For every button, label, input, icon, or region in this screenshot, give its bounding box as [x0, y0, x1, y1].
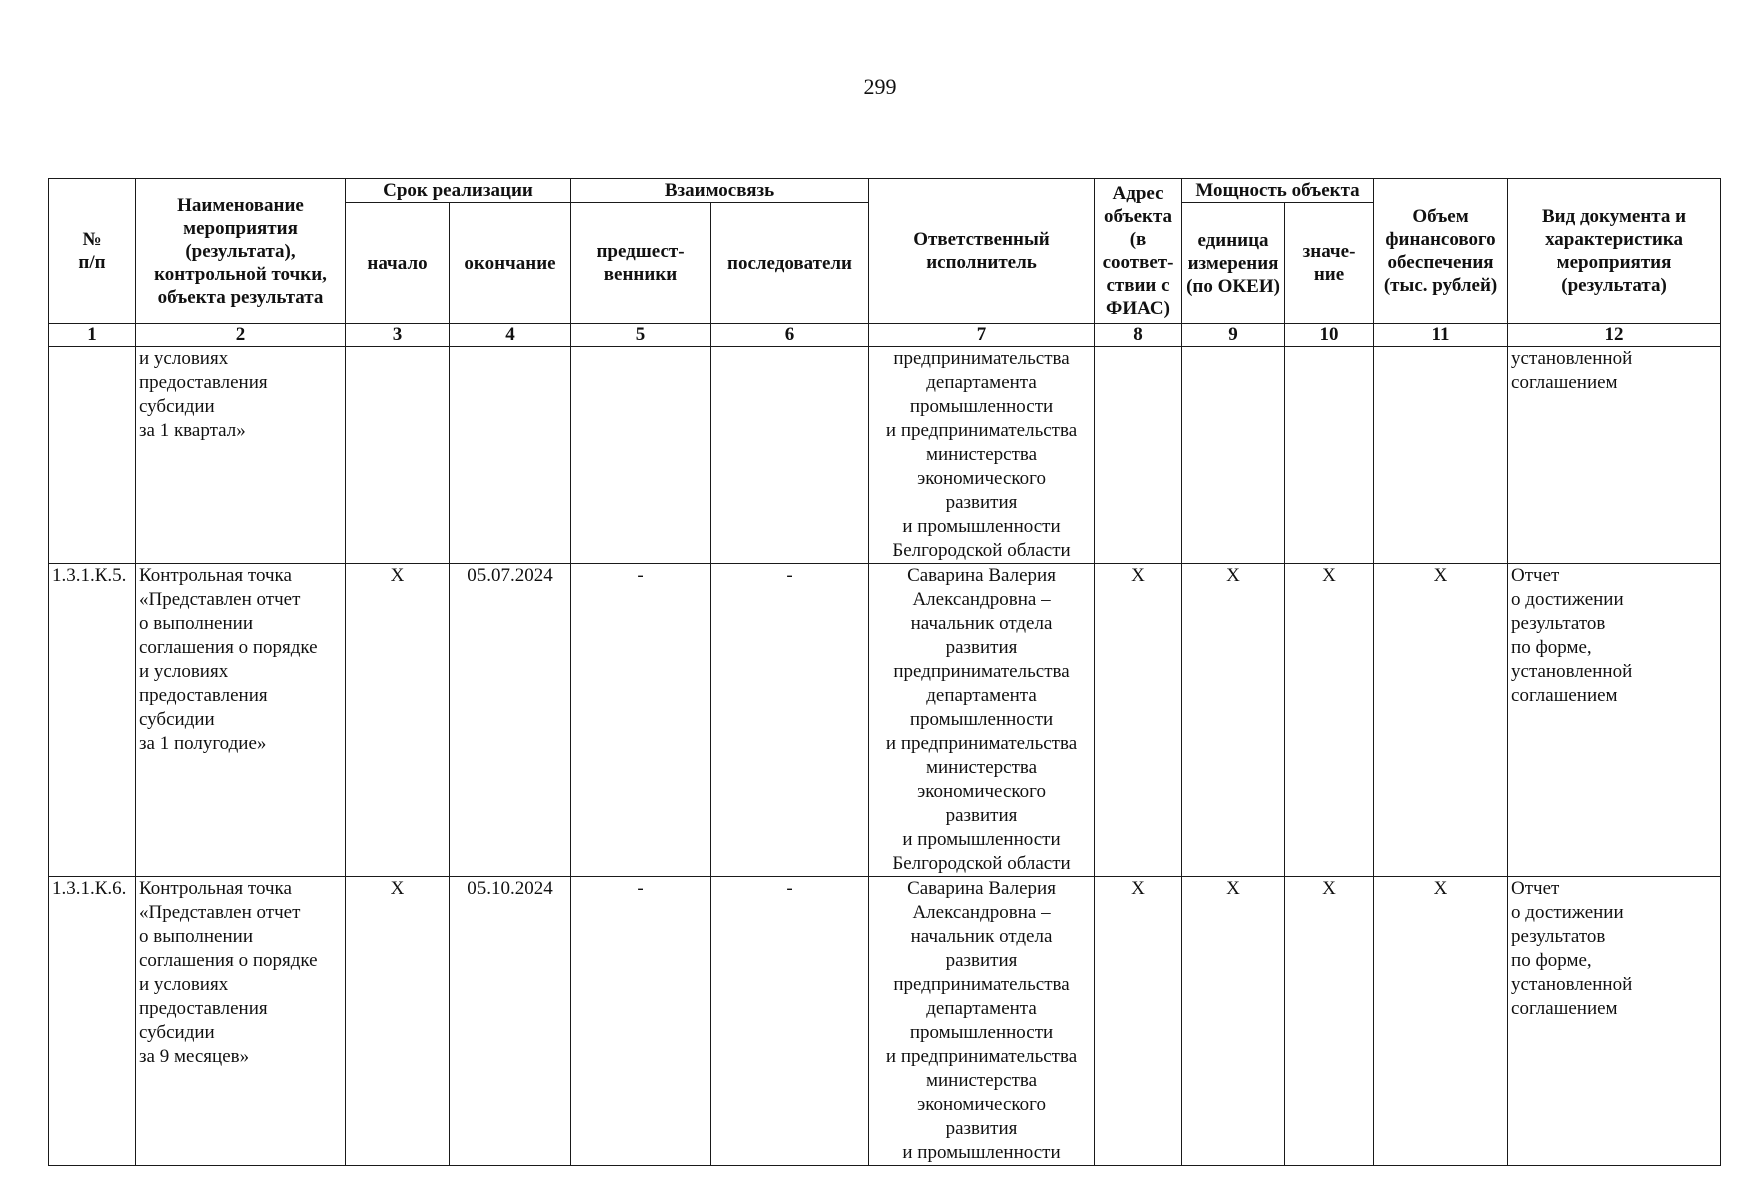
table-header	[49, 179, 1721, 347]
cell-unit: X	[1182, 564, 1285, 877]
header-start: начало	[346, 203, 450, 324]
column-number: 1	[49, 324, 136, 347]
column-number: 2	[136, 324, 346, 347]
cell-funding	[1374, 347, 1508, 564]
table-row	[49, 564, 1721, 877]
cell-doc-type: Отчет о достижении результатов по форме, установленной соглашением	[1508, 877, 1721, 1166]
column-number-row	[49, 324, 1721, 347]
column-number: 5	[571, 324, 711, 347]
header-successors: последователи	[711, 203, 869, 324]
cell-start: X	[346, 877, 450, 1166]
header-name: Наименование мероприятия (результата), контрольной точки, объекта результата	[136, 179, 346, 324]
header-period: Срок реализации	[346, 179, 571, 203]
page-number: 299	[863, 74, 897, 99]
cell-end: 05.07.2024	[450, 564, 571, 877]
cell-responsible: предпринимательства департамента промышленности и предпринимательства министерства экономического развития и промышленности Белгородской области	[869, 347, 1095, 564]
header-predecessors: предшест- венники	[571, 203, 711, 324]
cell-value	[1285, 347, 1374, 564]
column-number: 12	[1508, 324, 1721, 347]
cell-no: 1.3.1.К.6.	[49, 877, 136, 1166]
cell-successors: -	[711, 877, 869, 1166]
table-row	[49, 347, 1721, 564]
header-doc-type: Вид документа и характеристика мероприятия (результата)	[1508, 179, 1721, 324]
cell-no	[49, 347, 136, 564]
cell-address	[1095, 347, 1182, 564]
cell-end	[450, 347, 571, 564]
cell-start	[346, 347, 450, 564]
column-number: 10	[1285, 324, 1374, 347]
cell-responsible: Саварина Валерия Александровна – начальник отдела развития предпринимательства департамента промышленности и предпринимательства министерства экономического развития и промышленности	[869, 877, 1095, 1166]
column-number: 11	[1374, 324, 1508, 347]
cell-no: 1.3.1.К.5.	[49, 564, 136, 877]
cell-predecessors: -	[571, 877, 711, 1166]
cell-address: X	[1095, 877, 1182, 1166]
cell-funding: X	[1374, 564, 1508, 877]
cell-end: 05.10.2024	[450, 877, 571, 1166]
column-number: 7	[869, 324, 1095, 347]
cell-predecessors: -	[571, 564, 711, 877]
column-number: 8	[1095, 324, 1182, 347]
table-row	[49, 877, 1721, 1166]
cell-funding: X	[1374, 877, 1508, 1166]
cell-value: X	[1285, 564, 1374, 877]
header-funding: Объем финансового обеспечения (тыс. рублей)	[1374, 179, 1508, 324]
header-value: значе- ние	[1285, 203, 1374, 324]
cell-successors	[711, 347, 869, 564]
header-end: окончание	[450, 203, 571, 324]
header-no: № п/п	[49, 179, 136, 324]
header-address: Адрес объекта (в соответ- ствии с ФИАС)	[1095, 179, 1182, 324]
header-capacity: Мощность объекта	[1182, 179, 1374, 203]
cell-unit: X	[1182, 877, 1285, 1166]
cell-unit	[1182, 347, 1285, 564]
column-number: 9	[1182, 324, 1285, 347]
cell-doc-type: установленной соглашением	[1508, 347, 1721, 564]
cell-name: Контрольная точка «Представлен отчет о выполнении соглашения о порядке и условиях предоставления субсидии за 1 полугодие»	[136, 564, 346, 877]
column-number: 4	[450, 324, 571, 347]
cell-successors: -	[711, 564, 869, 877]
column-number: 3	[346, 324, 450, 347]
plan-table	[48, 178, 1721, 1166]
cell-predecessors	[571, 347, 711, 564]
cell-start: X	[346, 564, 450, 877]
cell-responsible: Саварина Валерия Александровна – начальник отдела развития предпринимательства департамента промышленности и предпринимательства министерства экономического развития и промышленности Белгородской области	[869, 564, 1095, 877]
column-number: 6	[711, 324, 869, 347]
header-relation: Взаимосвязь	[571, 179, 869, 203]
cell-doc-type: Отчет о достижении результатов по форме, установленной соглашением	[1508, 564, 1721, 877]
cell-value: X	[1285, 877, 1374, 1166]
header-responsible: Ответственный исполнитель	[869, 179, 1095, 324]
cell-address: X	[1095, 564, 1182, 877]
header-unit: единица измерения (по ОКЕИ)	[1182, 203, 1285, 324]
cell-name: и условиях предоставления субсидии за 1 квартал»	[136, 347, 346, 564]
cell-name: Контрольная точка «Представлен отчет о выполнении соглашения о порядке и условиях предоставления субсидии за 9 месяцев»	[136, 877, 346, 1166]
